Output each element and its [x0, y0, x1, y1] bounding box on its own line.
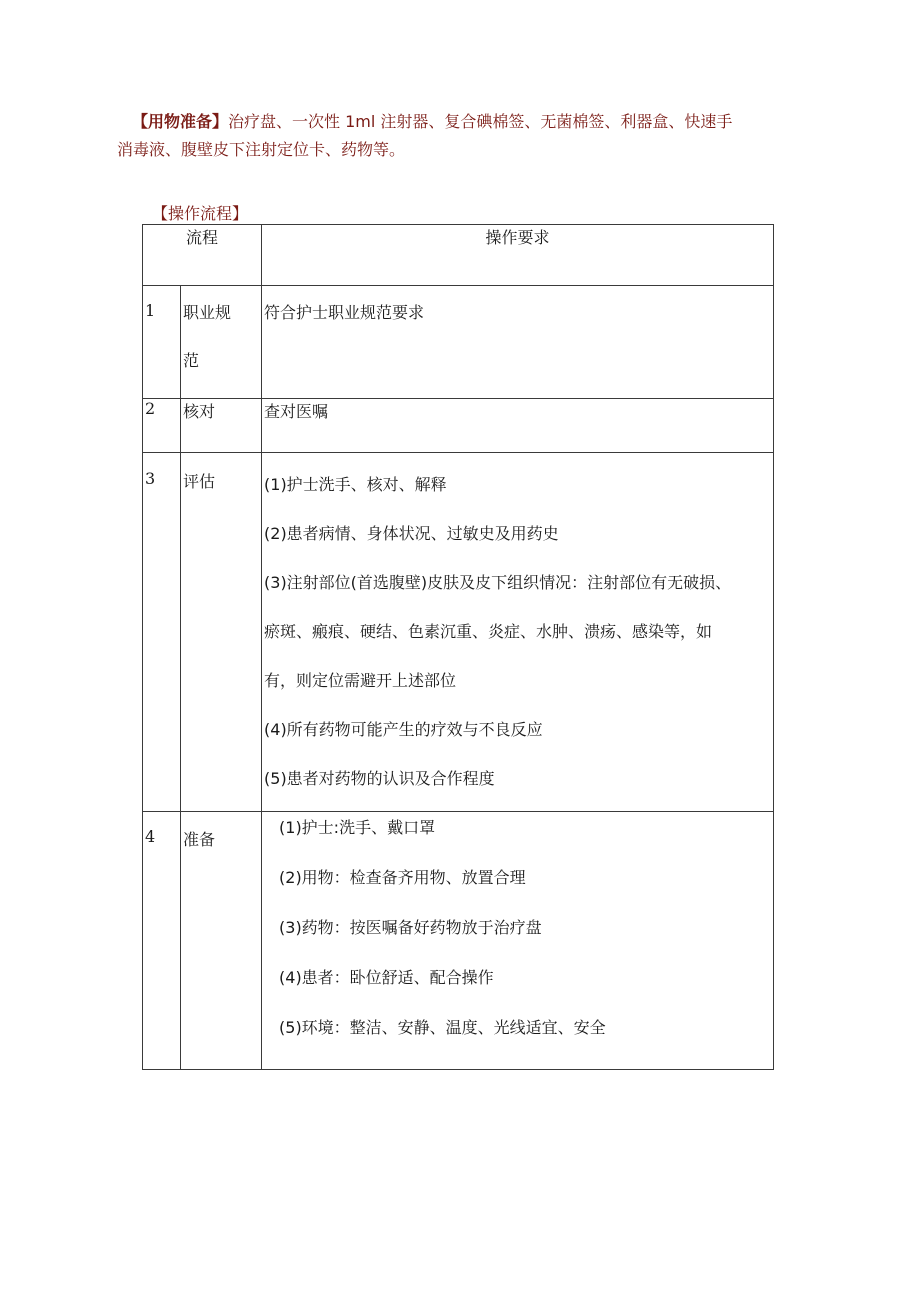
table-row — [143, 453, 774, 812]
requirement-line: (4)患者：卧位舒适、配合操作 — [279, 968, 494, 987]
requirement-line: (1)护士洗手、核对、解释 — [264, 475, 447, 494]
row-requirement — [262, 286, 774, 399]
requirement-line: (3)注射部位(首选腹壁)皮肤及皮下组织情况：注射部位有无破损、 — [264, 573, 732, 592]
row-number: 2 — [143, 399, 181, 453]
row-number: 4 — [143, 812, 181, 1070]
row-requirement — [262, 453, 774, 812]
materials-paragraph — [117, 108, 792, 164]
requirement-line: (2)患者病情、身体状况、过敏史及用药史 — [264, 524, 559, 543]
materials-label: 【用物准备】 — [132, 112, 229, 131]
requirement-line: (1)护士:洗手、戴口罩 — [279, 818, 436, 837]
table-row — [143, 286, 774, 399]
row-requirement — [262, 812, 774, 1070]
row-number: 3 — [143, 453, 181, 812]
materials-text-line2: 消毒液、腹壁皮下注射定位卡、药物等。 — [117, 140, 406, 159]
row-step-name-line2: 范 — [183, 351, 200, 370]
table-row — [143, 812, 774, 1070]
row-number: 1 — [143, 286, 181, 399]
row-step-name: 评估 — [181, 453, 262, 812]
requirement-line: 瘀斑、瘢痕、硬结、色素沉重、炎症、水肿、溃疡、感染等，如 — [264, 622, 713, 641]
row-step-name — [181, 286, 262, 399]
requirement-line: 有，则定位需避开上述部位 — [264, 671, 457, 690]
table-header-row — [143, 225, 774, 286]
requirement-line: 符合护士职业规范要求 — [264, 303, 425, 322]
table-row — [143, 399, 774, 453]
procedure-table — [142, 224, 774, 1070]
row-step-name-line1: 职业规 — [183, 303, 232, 322]
header-flow: 流程 — [143, 225, 262, 286]
requirement-line: 查对医嘱 — [264, 402, 329, 421]
requirement-line: (4)所有药物可能产生的疗效与不良反应 — [264, 720, 543, 739]
requirement-line: (5)患者对药物的认识及合作程度 — [264, 769, 495, 788]
row-requirement — [262, 399, 774, 453]
row-step-name: 核对 — [181, 399, 262, 453]
header-requirements: 操作要求 — [262, 225, 774, 286]
requirement-line: (5)环境：整洁、安静、温度、光线适宜、安全 — [279, 1018, 606, 1037]
requirement-line: (2)用物：检查备齐用物、放置合理 — [279, 868, 526, 887]
row-step-name: 准备 — [181, 812, 262, 1070]
requirement-line: (3)药物：按医嘱备好药物放于治疗盘 — [279, 918, 542, 937]
materials-text-line1: 治疗盘、一次性 1ml 注射器、复合碘棉签、无菌棉签、利器盒、快速手 — [228, 112, 733, 131]
section-title: 【操作流程】 — [152, 204, 249, 223]
